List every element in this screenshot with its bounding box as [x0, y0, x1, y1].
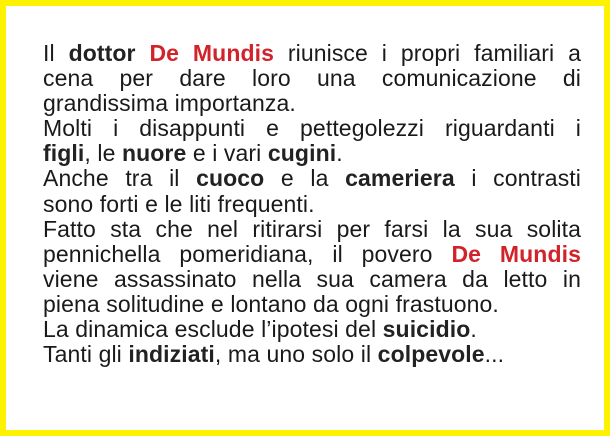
story-text	[43, 41, 581, 367]
name-de-mundis: De Mundis	[451, 240, 581, 267]
text-line-7: sono forti e le liti frequenti.	[43, 190, 315, 217]
text-line-10: viene assassinato nella sua camera da letto in	[43, 265, 581, 292]
text-line-12: La dinamica esclude l’ipotesi del suicidio.	[43, 316, 477, 343]
text-line-1: Il dottor De Mundis riunisce i propri familiari a	[43, 40, 581, 66]
text-line-4: Molti i disappunti e pettegolezzi riguardanti i	[43, 115, 581, 142]
text-line-13: Tanti gli indiziati, ma uno solo il colpevole...	[43, 341, 505, 368]
text-line-2: cena per dare loro una comunicazione di	[43, 65, 581, 92]
text-line-5: figli, le nuore e i vari cugini.	[43, 140, 343, 167]
text-line-3: grandissima importanza.	[43, 90, 296, 117]
text-line-11: piena solitudine e lontano da ogni frastuono.	[43, 290, 499, 317]
text-line-8: Fatto sta che nel ritirarsi per farsi la sua solita	[43, 215, 581, 242]
text-line-6: Anche tra il cuoco e la cameriera i contrasti	[43, 165, 581, 192]
name-de-mundis: De Mundis	[149, 40, 275, 66]
text-line-9: pennichella pomeridiana, il povero De Mundis	[43, 240, 581, 267]
